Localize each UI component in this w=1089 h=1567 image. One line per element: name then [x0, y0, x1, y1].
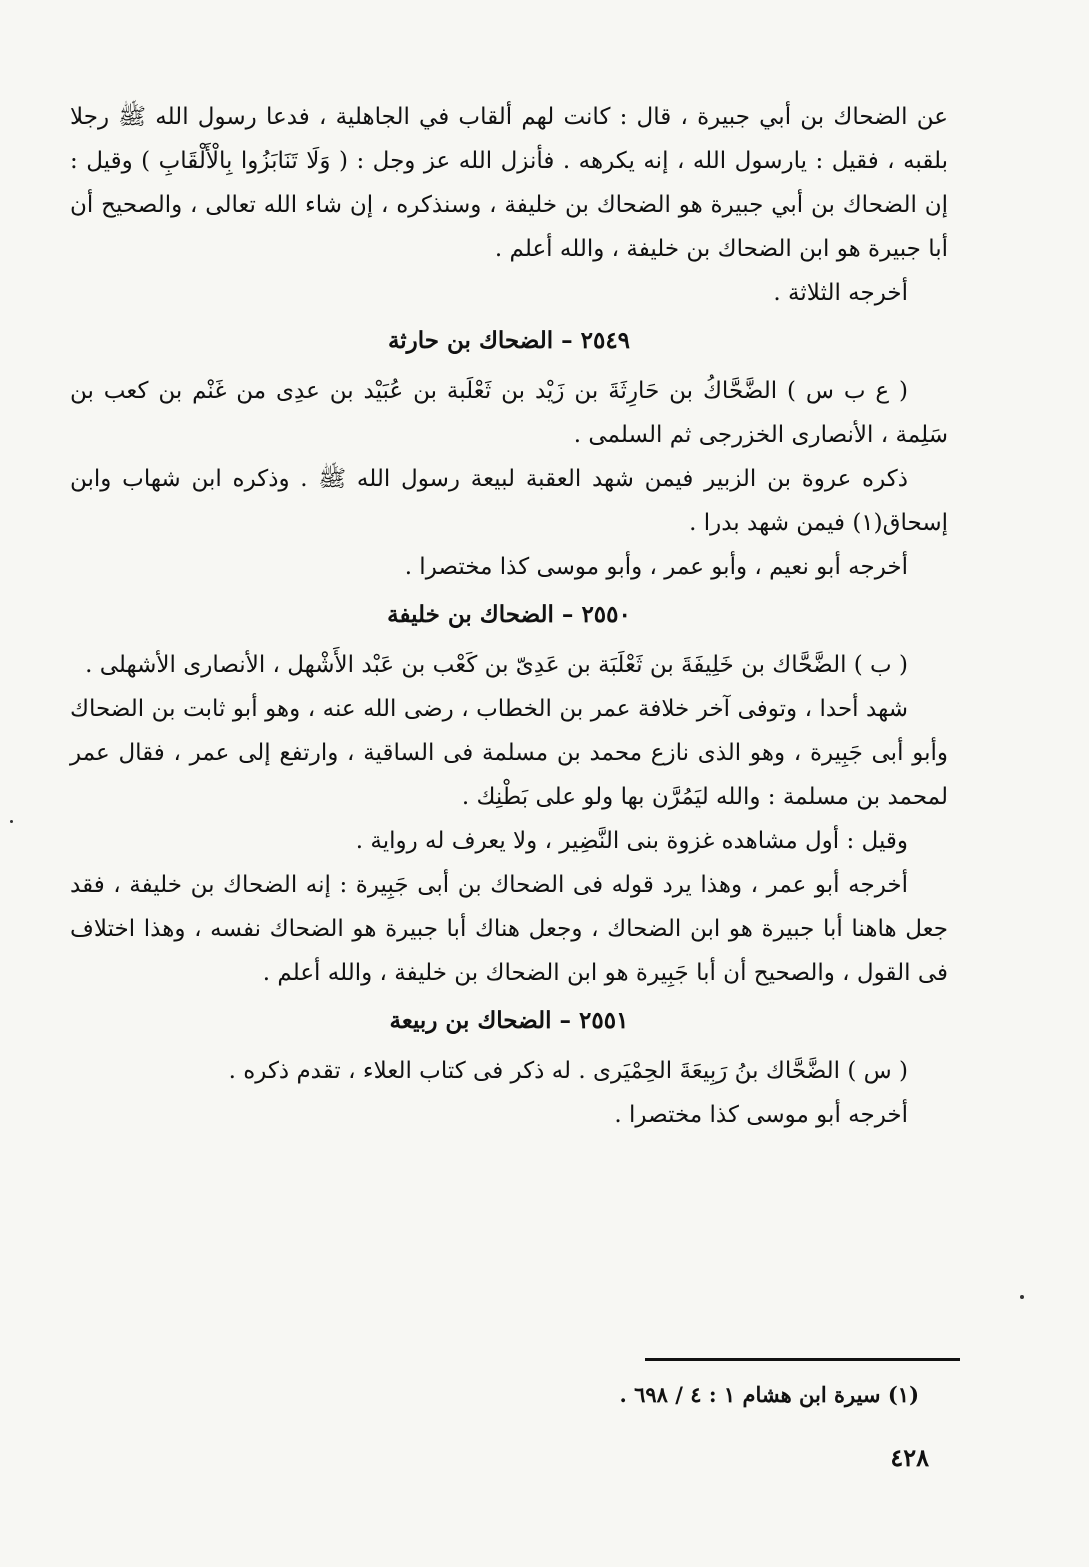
intro-paragraph: عن الضحاك بن أبي جبيرة ، قال : كانت لهم ألقاب في الجاهلية ، فدعا رسول الله ﷺ رجلا بلقبه ، فقيل : يارسول الله ، إنه يكرهه . فأنزل الله عز وجل : ( وَلَا تَنَابَزُوا بِالْأَلْقَابِ ) وقيل : إن الضحاك بن أبي جبيرة هو الضحاك بن خليفة ، وسنذكره ، إن شاء الله تعالى ، والصحيح أن أبا جبيرة هو ابن الضحاك بن خليفة ، والله أعلم . [70, 104, 948, 262]
entry-2550-text: شهد أحدا ، وتوفى آخر خلافة عمر بن الخطاب ، رضى الله عنه ، وهو أبو ثابت بن الضحاك وأبو أبى جَبِيرة ، وهو الذى نازع محمد بن مسلمة فى الساقية ، وارتفع إلى عمر ، فقال عمر لمحمد بن مسلمة : والله ليَمُرَّن بها ولو على بَطْنِك . [70, 696, 948, 810]
intro-attribution: أخرجه الثلاثة . [773, 280, 908, 306]
entry-2550-lineage: ( ب ) الضَّحَّاك بن خَلِيفَةَ بن ثَعْلَبَة بن عَدِىّ بن كَعْب بن عَبْد الأَشْهل ، الأنصارى الأشهلى . [85, 652, 908, 678]
entry-2550-note: وقيل : أول مشاهده غزوة بنى النَّضِير ، ولا يعرف له رواية . [355, 828, 908, 854]
scan-speck [1020, 1295, 1024, 1299]
footnote: (١) سيرة ابن هشام ١ : ٤ / ٦٩٨ . [619, 1382, 919, 1407]
entry-2549-attribution: أخرجه أبو نعيم ، وأبو عمر ، وأبو موسى كذا مختصرا . [404, 554, 908, 580]
entry-heading-2550: ٢٥٥٠ – الضحاك بن خليفة [387, 601, 631, 628]
page-number: ٤٢٨ [890, 1443, 929, 1472]
entry-heading-2549: ٢٥٤٩ – الضحاك بن حارثة [387, 327, 631, 354]
entry-2549-text: ذكره عروة بن الزبير فيمن شهد العقبة لبيعة رسول الله ﷺ . وذكره ابن شهاب وابن إسحاق(١) فيمن شهد بدرا . [70, 466, 948, 536]
entry-2551-lineage: ( س ) الضَّحَّاك بنُ رَبِيعَةَ الحِمْيَرى . له ذكر فى كتاب العلاء ، تقدم ذكره . [228, 1058, 908, 1084]
entry-2551-attribution: أخرجه أبو موسى كذا مختصرا . [614, 1102, 908, 1128]
scan-speck [10, 820, 13, 823]
entry-2550-attribution: أخرجه أبو عمر ، وهذا يرد قوله فى الضحاك بن أبى جَبِيرة : إنه الضحاك بن خليفة ، فقد جعل هاهنا أبا جبيرة هو ابن الضحاك ، وجعل هناك أبا جبيرة هو الضحاك نفسه ، وهذا اختلاف فى القول ، والصحيح أن أبا جَبِيرة هو ابن الضحاك بن خليفة ، والله أعلم . [70, 872, 948, 986]
page-body [70, 95, 948, 1137]
entry-heading-2551: ٢٥٥١ – الضحاك بن ربيعة [389, 1007, 629, 1034]
footnote-divider [645, 1358, 960, 1361]
entry-2549-lineage: ( ع ب س ) الضَّحَّاكُ بن حَارِثَةَ بن زَيْد بن ثَعْلَبة بن عُبَيْد بن عدِى من غَنْم بن كعب بن سَلِمة ، الأنصارى الخزرجى ثم السلمى . [70, 378, 948, 448]
